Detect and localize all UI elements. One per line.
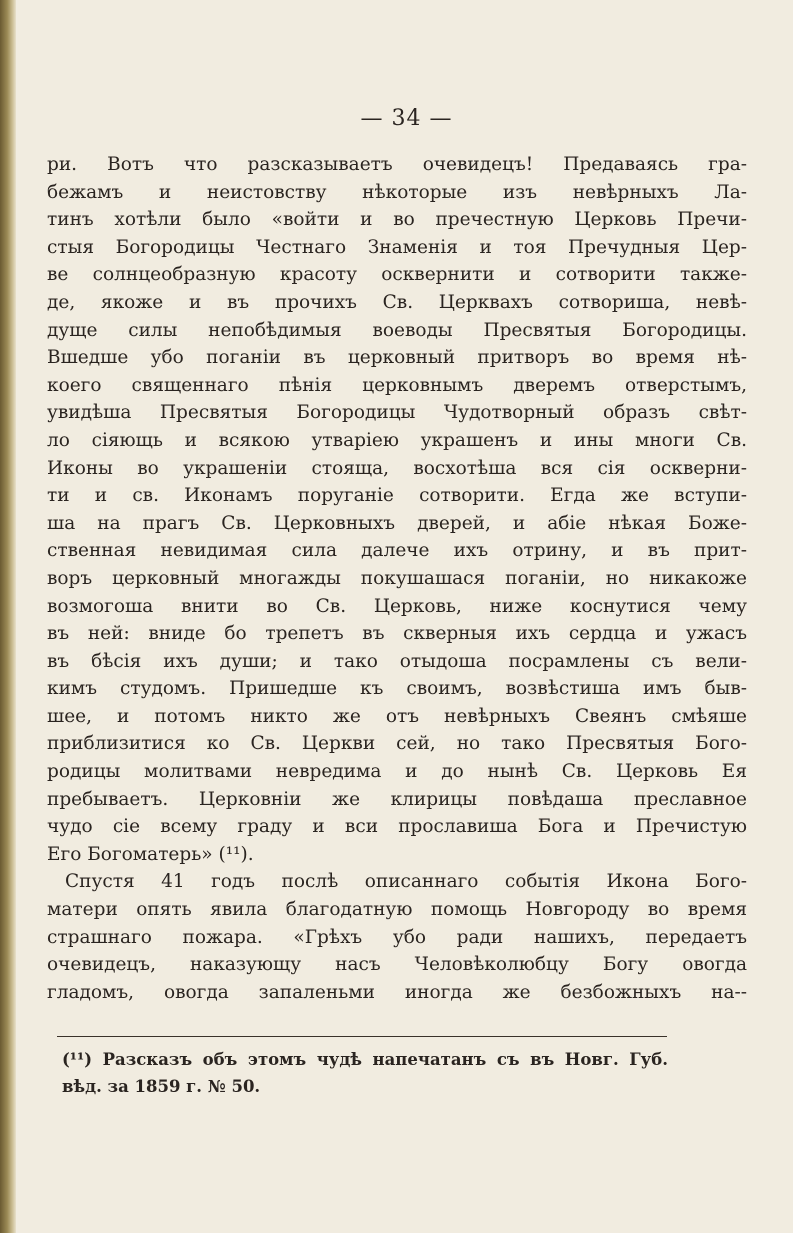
text-line: страшнаго пожара. «Грѣхъ убо ради нашихъ, передаетъ [47, 926, 747, 948]
text-line: Вшедше убо поганіи въ церковный притворъ во время нѣ- [47, 347, 747, 369]
text-line: стыя Богородицы Честнаго Знаменія и тоя Пречудныя Цер- [47, 236, 747, 258]
text-line: шее, и потомъ никто же отъ невѣрныхъ Свеянъ смѣяше [47, 705, 747, 727]
text-line: ло сіяющь и всякою утваріею украшенъ и ины многи Св. [47, 429, 747, 451]
text-line: Иконы во украшеніи стояща, восхотѣша вся сія оскверни- [47, 457, 747, 479]
text-line: матери опять явила благодатную помощь Новгороду во время [47, 899, 747, 921]
text-line: кимъ студомъ. Пришедше къ своимъ, возвѣстиша имъ быв- [47, 678, 747, 700]
text-line: ве солнцеобразную красоту осквернити и сотворити также- [47, 264, 747, 286]
text-line: очевидецъ, наказующу насъ Человѣколюбцу Богу овогда [47, 954, 747, 976]
text-line: пребываетъ. Церковніи же клирицы повѣдаша преславное [47, 788, 747, 810]
text-line: ти и св. Иконамъ поруганіе сотворити. Егда же вступи- [47, 485, 747, 507]
text-line: бежамъ и неистовству нѣкоторые изъ невѣрныхъ Ла- [47, 181, 747, 203]
main-text [47, 151, 747, 1006]
text-line: воръ церковный многажды покушашася поганіи, но никакоже [47, 567, 747, 589]
text-line: ша на прагъ Св. Церковныхъ дверей, и абіе нѣкая Боже- [47, 512, 747, 534]
text-line: возмогоша внити во Св. Церковь, ниже коснутися чему [47, 595, 747, 617]
text-line: гладомъ, овогда запаленьми иногда же безбожныхъ на-- [47, 981, 747, 1003]
text-line: въ бѣсія ихъ души; и тако отыдоша посрамлены съ вели- [47, 650, 747, 672]
text-line: Спустя 41 годъ послѣ описаннаго событія Икона Бого- [65, 871, 747, 893]
book-spine [0, 0, 16, 1233]
footnote-divider [57, 1036, 667, 1037]
footnote-line: (¹¹) Разсказъ объ этомъ чудѣ напечатанъ съ въ Новг. Губ. [62, 1050, 668, 1069]
text-line: Его Богоматерь» (¹¹). [47, 843, 254, 865]
text-line: приблизитися ко Св. Церкви сей, но тако Пресвятыя Бого- [47, 733, 747, 755]
text-line: дуще силы непобѣдимыя воеводы Пресвятыя Богородицы. [47, 319, 747, 341]
text-line: коего священнаго пѣнія церковнымъ дверемъ отверстымъ, [47, 374, 747, 396]
text-line: ственная невидимая сила далече ихъ отрину, и въ прит- [47, 540, 747, 562]
text-line: въ ней: вниде бо трепетъ въ скверныя ихъ сердца и ужасъ [47, 623, 747, 645]
text-line: ри. Вотъ что разсказываетъ очевидецъ! Предаваясь гра- [47, 154, 747, 175]
text-line: де, якоже и въ прочихъ Св. Церквахъ сотвориша, невѣ- [47, 291, 747, 313]
footnote [62, 1046, 668, 1100]
text-line: тинъ хотѣли было «войти и во пречестную Церковь Пречи- [47, 209, 747, 231]
footnote-line: вѣд. за 1859 г. № 50. [62, 1077, 261, 1096]
text-line: увидѣша Пресвятыя Богородицы Чудотворный образъ свѣт- [47, 402, 747, 424]
text-line: родицы молитвами невредима и до нынѣ Св. Церковь Ея [47, 761, 747, 783]
text-line: чудо сіе всему граду и вси прославиша Бога и Пречистую [47, 816, 747, 838]
page-number: — 34 — [360, 106, 453, 131]
